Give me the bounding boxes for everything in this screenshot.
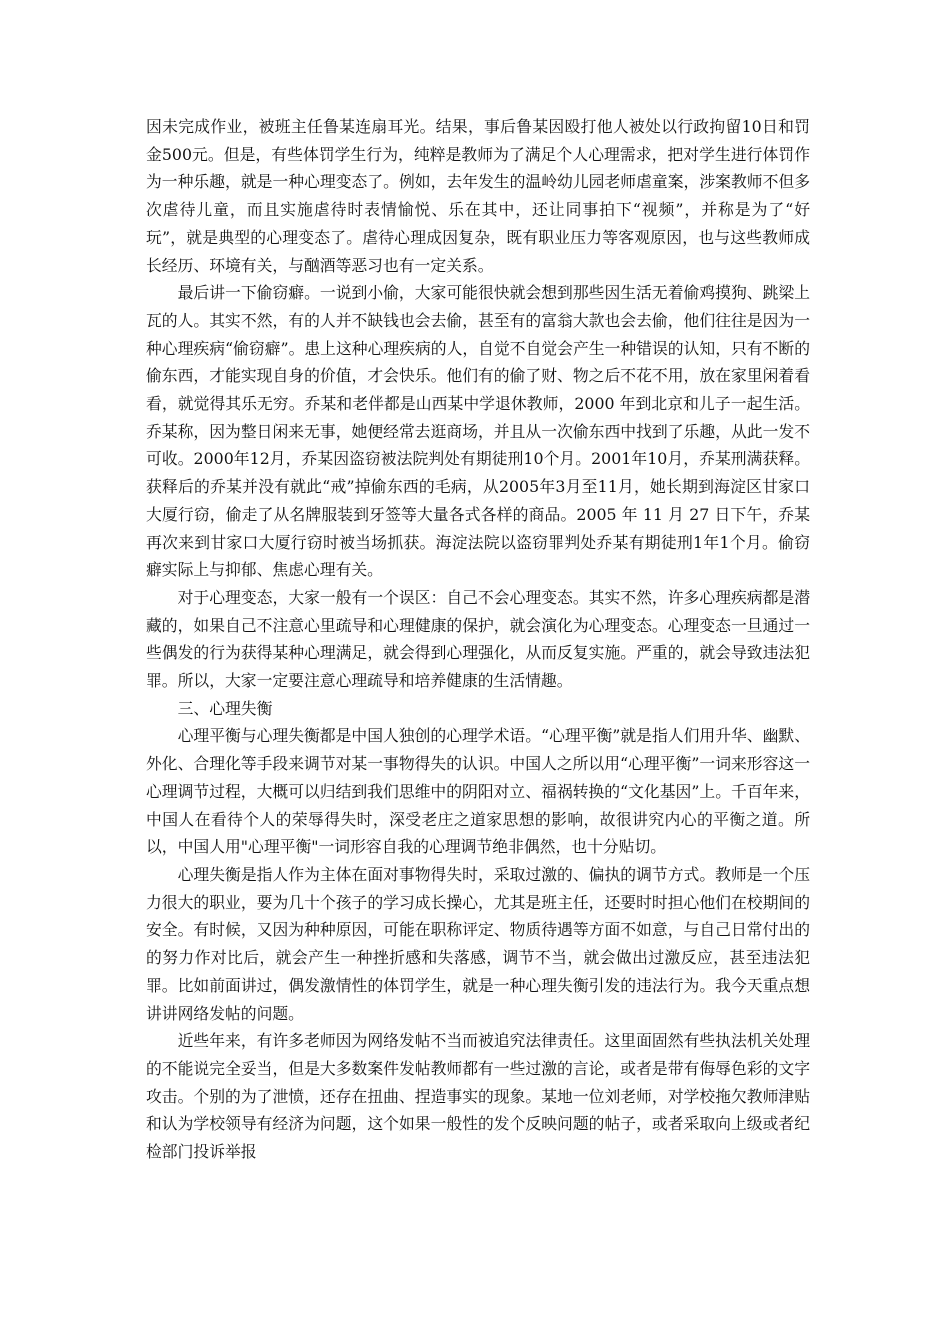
paragraph-misconception: 对于心理变态，大家一般有一个误区：自己不会心理变态。其实不然，许多心理疾病都是潜藏的，如果自己不注意心里疏导和心理健康的保护，就会演化为心理变态。心理变态一旦通过一些偶发的行为获得某种心理满足，就会得到心理强化，从而反复实施。严重的，就会导致违法犯罪。所以，大家一定要注意心理疏导和培养健康的生活情趣。 [146, 587, 810, 691]
paragraph-online-posting: 近些年来，有许多老师因为网络发帖不当而被追究法律责任。这里面固然有些执法机关处理的不能说完全妥当，但是大多数案件发帖教师都有一些过激的言论，或者是带有侮辱色彩的文字攻击。个别的为了泄愤，还存在扭曲、捏造事实的现象。某地一位刘老师，对学校拖欠教师津贴和认为学校领导有经济为问题，这个如果一般性的发个反映问题的帖子，或者采取向上级或者纪检部门投诉举报 [146, 1031, 810, 1162]
section-heading-psychological-imbalance: 三、心理失衡 [177, 698, 273, 718]
paragraph-psychological-balance: 心理平衡与心理失衡都是中国人独创的心理学术语。“心理平衡”就是指人们用升华、幽默、外化、合理化等手段来调节对某一事物得失的认识。中国人之所以用“心理平衡”一词来形容这一心理调节过程，大概可以归结到我们思维中的阴阳对立、福祸转换的“文化基因”上。千百年来，中国人在看待个人的荣辱得失时，深受老庄之道家思想的影响，故很讲究内心的平衡之道。所以，中国人用"心理平衡"一词形容自我的心理调节绝非偶然，也十分贴切。 [146, 726, 810, 857]
paragraph-corporal-punishment: 因未完成作业，被班主任鲁某连扇耳光。结果，事后鲁某因殴打他人被处以行政拘留10日和罚金500元。但是，有些体罚学生行为，纯粹是教师为了满足个人心理需求，把对学生进行体罚作为一种乐趣，就是一种心理变态了。例如，去年发生的温岭幼儿园老师虐童案，涉案教师不但多次虐待儿童，而且实施虐待时表情愉悦、乐在其中，还让同事拍下“视频”，并称是为了“好玩”，就是典型的心理变态了。虐待心理成因复杂，既有职业压力等客观原因，也与这些教师成长经历、环境有关，与酗酒等恶习也有一定关系。 [146, 117, 810, 275]
paragraph-kleptomania: 最后讲一下偷窃癖。一说到小偷，大家可能很快就会想到那些因生活无着偷鸡摸狗、跳梁上瓦的人。其实不然，有的人并不缺钱也会去偷，甚至有的富翁大款也会去偷，他们往往是因为一种心理疾病“偷窃癖”。患上这种心理疾病的人，自觉不自觉会产生一种错误的认知，只有不断的偷东西，才能实现自身的价值，才会快乐。他们有的偷了财、物之后不花不用，放在家里闲着看看，就觉得其乐无穷。乔某和老伴都是山西某中学退休教师，2000 年到北京和儿子一起生活。乔某称，因为整日闲来无事，她便经常去逛商场，并且从一次偷东西中找到了乐趣，从此一发不可收。2000年12月，乔某因盗窃被法院判处有期徒刑10个月。2001年10月，乔某刑满获释。获释后的乔某并没有就此“戒”掉偷东西的毛病，从2005年3月至11月，她长期到海淀区甘家口大厦行窃，偷走了从名牌服装到牙签等大量各式各样的商品。2005 年 11 月 27 日下午，乔某再次来到甘家口大厦行窃时被当场抓获。海淀法院以盗窃罪判处乔某有期徒刑1年1个月。偷窃癖实际上与抑郁、焦虑心理有关。 [146, 283, 810, 580]
paragraph-psychological-imbalance: 心理失衡是指人作为主体在面对事物得失时，采取过激的、偏执的调节方式。教师是一个压力很大的职业，要为几十个孩子的学习成长操心，尤其是班主任，还要时时担心他们在校期间的安全。有时候，又因为种种原因，可能在职称评定、物质待遇等方面不如意，与自己日常付出的的努力作对比后，就会产生一种挫折感和失落感，调节不当，就会做出过激反应，甚至违法犯罪。比如前面讲过，偶发激情性的体罚学生，就是一种心理失衡引发的违法行为。我今天重点想讲讲网络发帖的问题。 [146, 864, 810, 1023]
document-body [146, 113, 810, 1166]
